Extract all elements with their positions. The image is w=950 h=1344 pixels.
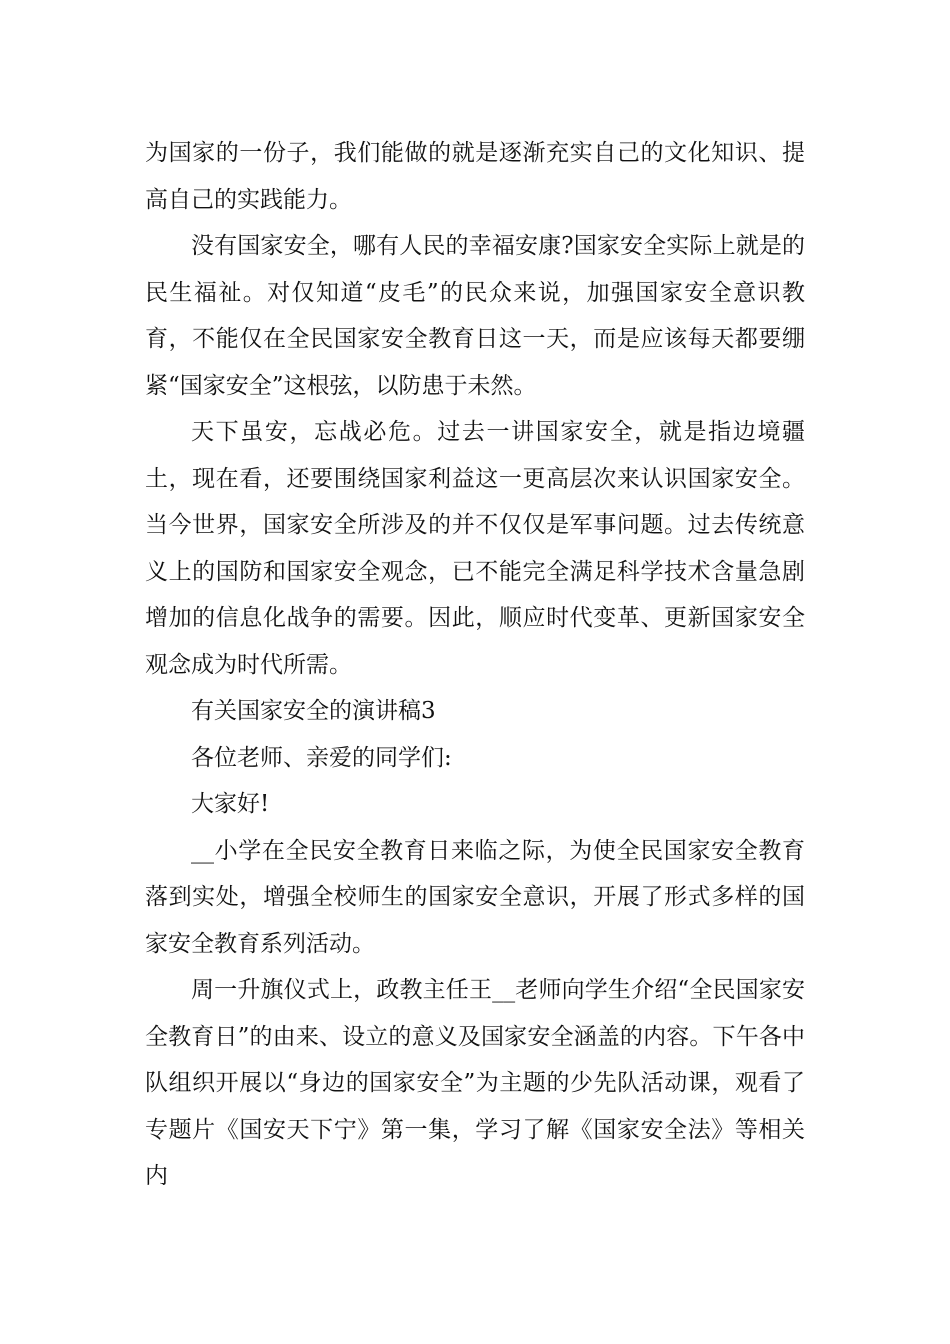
section-heading: 有关国家安全的演讲稿3 [191, 698, 436, 724]
document-body [145, 130, 805, 1200]
paragraph-vigilance: 天下虽安，忘战必危。过去一讲国家安全，就是指边境疆土，现在看，还要围绕国家利益这一更高层次来认识国家安全。当今世界，国家安全所涉及的并不仅仅是军事问题。过去传统意义上的国防和国家安全观念，已不能完全满足科学技术含量急剧增加的信息化战争的需要。因此，顺应时代变革、更新国家安全观念成为时代所需。 [145, 419, 805, 678]
paragraph-school-activities: __小学在全民安全教育日来临之际，为使全民国家安全教育落到实处，增强全校师生的国家安全意识，开展了形式多样的国家安全教育系列活动。 [145, 837, 805, 957]
paragraph-continuation: 为国家的一份子，我们能做的就是逐渐充实自己的文化知识、提高自己的实践能力。 [145, 140, 805, 213]
greeting: 大家好! [191, 791, 270, 817]
paragraph-national-security-welfare: 没有国家安全，哪有人民的幸福安康?国家安全实际上就是的民生福祉。对仅知道“皮毛”的民众来说，加强国家安全意识教育，不能仅在全民国家安全教育日这一天，而是应该每天都要绷紧“国家安全”这根弦，以防患于未然。 [145, 233, 805, 399]
salutation: 各位老师、亲爱的同学们: [191, 744, 452, 771]
paragraph-flag-ceremony: 周一升旗仪式上，政教主任王__老师向学生介绍“全民国家安全教育日”的由来、设立的意义及国家安全涵盖的内容。下午各中队组织开展以“身边的国家安全”为主题的少先队活动课，观看了专题片《国安天下宁》第一集，学习了解《国家安全法》等相关内 [145, 977, 805, 1189]
